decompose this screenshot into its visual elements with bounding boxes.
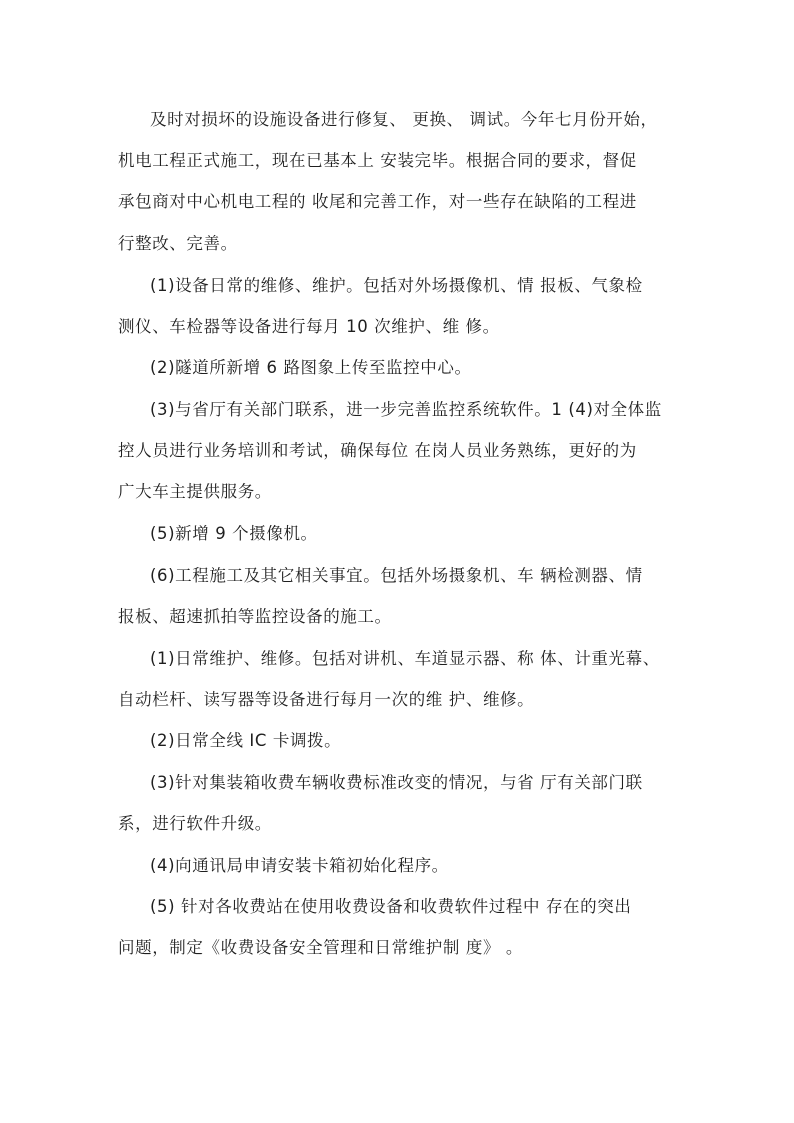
text-line: 控人员进行业务培训和考试，确保每位 在岗人员业务熟练，更好的为 [118,441,637,460]
text-line: 自动栏杆、读写器等设备进行每月一次的维 护、维修。 [118,690,535,709]
text-line: 系，进行软件升级。 [118,814,272,833]
text-line: (4)向通讯局申请安装卡箱初始化程序。 [150,856,449,875]
text-line: (3)针对集装箱收费车辆收费标准改变的情况，与省 厅有关部门联 [150,773,643,792]
text-line: (1)日常维护、维修。包括对讲机、车道显示器、称 体、计重光幕、 [150,649,660,668]
text-line: 及时对损坏的设施设备进行修复、 更换、 调试。今年七月份开始， [150,110,658,129]
text-line: (3)与省厅有关部门联系，进一步完善监控系统软件。1 (4)对全体监 [150,400,662,419]
text-line: 广大车主提供服务。 [118,482,272,501]
text-line: (2)日常全线 IC 卡调拨。 [150,731,342,750]
text-line: 承包商对中心机电工程的 收尾和完善工作，对一些存在缺陷的工程进 [118,192,637,211]
text-line: (5) 针对各收费站在使用收费设备和收费软件过程中 存在的突出 [150,897,632,916]
text-line: 问题，制定《收费设备安全管理和日常维护制 度》 。 [118,938,523,957]
text-line: (5)新增 9 个摄像机。 [150,524,318,543]
text-line: 测仪、车检器等设备进行每月 10 次维护、维 修。 [118,317,500,336]
text-line: 机电工程正式施工，现在已基本上 安装完毕。根据合同的要求，督促 [118,151,637,170]
text-line: 报板、超速抓拍等监控设备的施工。 [118,607,392,626]
text-line: 行整改、完善。 [118,234,238,253]
text-line: (2)隧道所新增 6 路图象上传至监控中心。 [150,358,472,377]
text-line: (1)设备日常的维修、维护。包括对外场摄像机、情 报板、气象检 [150,276,643,295]
text-line: (6)工程施工及其它相关事宜。包括外场摄象机、车 辆检测器、情 [150,566,643,585]
